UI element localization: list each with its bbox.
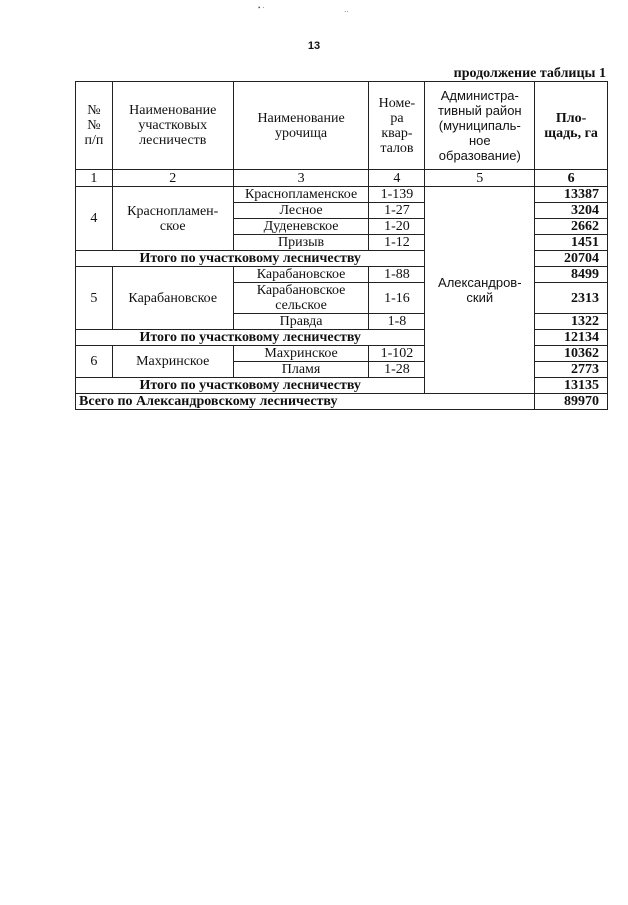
scan-artifact: ··	[344, 8, 349, 16]
subtotal-label: Итого по участковому лесничеству	[76, 378, 425, 394]
forestry-name	[112, 267, 233, 330]
column-index: 3	[233, 170, 369, 187]
text-line: лесничеств	[139, 133, 207, 148]
header-quarters	[369, 82, 425, 170]
text-line: Краснопламен-	[127, 203, 219, 219]
column-index: 4	[369, 170, 425, 187]
quarter-numbers: 1-28	[369, 362, 425, 378]
header-tract	[233, 82, 369, 170]
header-district	[425, 82, 535, 170]
text-line: Александров-	[438, 275, 522, 290]
tract-name	[233, 283, 369, 314]
text-line: Карабановское	[128, 290, 218, 306]
header-num	[76, 82, 113, 170]
column-index: 2	[112, 170, 233, 187]
text-line: талов	[380, 140, 414, 156]
column-index: 6	[535, 170, 608, 187]
forestry-name	[112, 346, 233, 378]
text-line: Махринское	[264, 346, 338, 361]
text-line: №	[87, 118, 101, 133]
subtotal-label: Итого по участковому лесничеству	[76, 330, 425, 346]
area-value: 2313	[535, 283, 608, 314]
total-value: 89970	[535, 394, 608, 410]
text-line: ное	[468, 133, 491, 148]
subtotal-value: 20704	[535, 251, 608, 267]
subtotal-label: Итого по участковому лесничеству	[76, 251, 425, 267]
column-index: 5	[425, 170, 535, 187]
area-value: 3204	[535, 203, 608, 219]
text-line: Карабановское	[256, 283, 346, 298]
total-row	[76, 394, 608, 410]
area-value: 8499	[535, 267, 608, 283]
quarter-numbers: 1-27	[369, 203, 425, 219]
quarter-numbers: 1-102	[369, 346, 425, 362]
tract-name	[233, 346, 369, 362]
tract-name	[233, 187, 369, 203]
text-line: Пло-	[555, 110, 587, 126]
total-label: Всего по Александровскому лесничеству	[76, 394, 535, 410]
text-line: Администра-	[440, 88, 519, 103]
text-line: ское	[159, 218, 186, 234]
header-forestry	[112, 82, 233, 170]
text-line: Лесное	[279, 203, 323, 218]
text-line: Призыв	[277, 235, 325, 250]
forestry-table	[75, 81, 608, 410]
group-number: 5	[76, 267, 113, 330]
text-line: Махринское	[136, 354, 210, 369]
text-line: Пламя	[281, 362, 321, 377]
quarter-numbers: 1-12	[369, 235, 425, 251]
table-continuation-caption: продолжение таблицы 1	[453, 66, 606, 81]
text-line: Номе-	[378, 95, 416, 111]
text-line: Наименование	[257, 110, 345, 126]
header-area	[535, 82, 608, 170]
text-line: ский	[466, 290, 494, 305]
text-line: тивный район	[437, 103, 522, 118]
quarter-numbers: 1-20	[369, 219, 425, 235]
area-value: 13387	[535, 187, 608, 203]
tract-name	[233, 362, 369, 378]
area-value: 2662	[535, 219, 608, 235]
quarter-numbers: 1-16	[369, 283, 425, 314]
tract-name	[233, 219, 369, 235]
scan-artifact: • ·	[258, 4, 265, 12]
text-line: №	[87, 103, 101, 118]
quarter-numbers: 1-8	[369, 314, 425, 330]
area-value: 2773	[535, 362, 608, 378]
quarter-numbers: 1-139	[369, 187, 425, 203]
text-line: Краснопламенское	[244, 187, 358, 202]
area-value: 1322	[535, 314, 608, 330]
text-line: ра	[390, 110, 404, 126]
subtotal-value: 13135	[535, 378, 608, 394]
column-index-row	[76, 170, 608, 187]
forestry-name	[112, 187, 233, 251]
text-line: Дуденевское	[263, 219, 339, 234]
text-line: образование)	[438, 148, 521, 163]
text-line: Правда	[279, 314, 323, 329]
text-line: Карабановское	[256, 267, 346, 282]
table-body	[76, 187, 608, 410]
text-line: сельское	[275, 298, 327, 313]
group-number: 4	[76, 187, 113, 251]
text-line: (муниципаль-	[438, 118, 521, 133]
text-line: щадь, га	[544, 125, 598, 141]
text-line: Наименование	[129, 103, 217, 118]
quarter-numbers: 1-88	[369, 267, 425, 283]
tract-name	[233, 203, 369, 219]
table-row	[76, 187, 608, 203]
tract-name	[233, 267, 369, 283]
district-name	[425, 187, 535, 394]
text-line: п/п	[84, 133, 104, 148]
page-number: 13	[307, 40, 321, 52]
tract-name	[233, 314, 369, 330]
subtotal-value: 12134	[535, 330, 608, 346]
text-line: урочища	[274, 125, 328, 141]
area-value: 10362	[535, 346, 608, 362]
area-value: 1451	[535, 235, 608, 251]
group-number: 6	[76, 346, 113, 378]
tract-name	[233, 235, 369, 251]
header-row	[76, 82, 608, 170]
text-line: квар-	[381, 125, 413, 141]
text-line: участковых	[138, 118, 208, 133]
column-index: 1	[76, 170, 113, 187]
